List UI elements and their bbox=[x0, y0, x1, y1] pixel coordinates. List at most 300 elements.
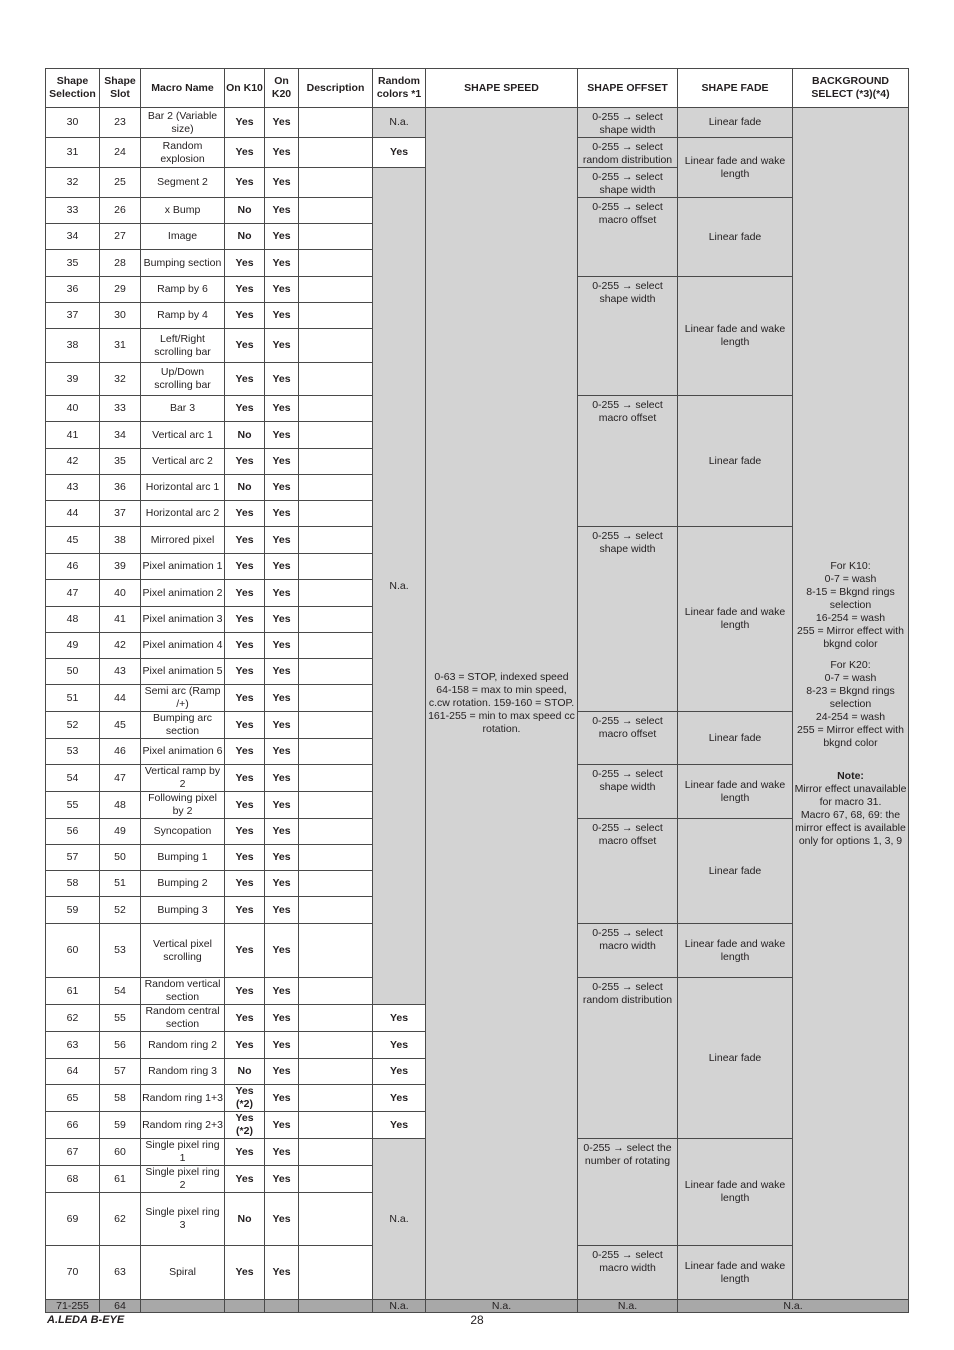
k20-line: 24-254 = wash bbox=[815, 710, 886, 723]
on-k20-cell: Yes bbox=[265, 765, 299, 792]
on-k20-cell: Yes bbox=[265, 250, 299, 277]
on-k20-cell: Yes bbox=[265, 396, 299, 422]
on-k10-cell: Yes bbox=[225, 765, 265, 792]
description-cell bbox=[299, 792, 373, 819]
shape-selection-cell: 54 bbox=[46, 765, 100, 792]
description-cell bbox=[299, 422, 373, 449]
shape-slot-cell: 55 bbox=[100, 1005, 141, 1032]
macro-name-cell: Following pixel by 2 bbox=[141, 792, 225, 819]
on-k10-cell: Yes bbox=[225, 1032, 265, 1059]
header-shape-offset: SHAPE OFFSET bbox=[578, 69, 678, 108]
description-cell bbox=[299, 924, 373, 978]
shape-slot-cell: 46 bbox=[100, 739, 141, 765]
table-header-row bbox=[46, 69, 909, 108]
description-cell bbox=[299, 978, 373, 1005]
description-cell bbox=[299, 449, 373, 475]
shape-slot-cell: 45 bbox=[100, 712, 141, 739]
macro-name-cell: x Bump bbox=[141, 198, 225, 224]
macro-name-cell: Ramp by 4 bbox=[141, 303, 225, 329]
description-cell bbox=[299, 396, 373, 422]
on-k10-cell: Yes bbox=[225, 871, 265, 897]
shape-slot-cell: 26 bbox=[100, 198, 141, 224]
note-line: Mirror effect unavailable for macro 31. bbox=[794, 782, 907, 808]
on-k10-cell: Yes bbox=[225, 819, 265, 845]
on-k20-cell: Yes bbox=[265, 712, 299, 739]
on-k20-cell: Yes bbox=[265, 871, 299, 897]
on-k10-cell: Yes bbox=[225, 329, 265, 363]
on-k10-cell: Yes bbox=[225, 396, 265, 422]
on-k20-cell: Yes bbox=[265, 475, 299, 501]
on-k10-cell: Yes bbox=[225, 168, 265, 198]
shape-slot-cell: 62 bbox=[100, 1193, 141, 1246]
shape-slot-cell: 43 bbox=[100, 659, 141, 685]
on-k10-cell: Yes bbox=[225, 1246, 265, 1300]
description-cell bbox=[299, 712, 373, 739]
description-cell bbox=[299, 685, 373, 712]
shape-selection-cell: 44 bbox=[46, 501, 100, 527]
shape-selection-cell: 71-255 bbox=[46, 1300, 100, 1313]
on-k10-cell: No bbox=[225, 422, 265, 449]
random-colors-cell: Yes bbox=[373, 1085, 426, 1112]
macro-name-cell: Up/Down scrolling bar bbox=[141, 363, 225, 396]
macro-name-cell: Pixel animation 4 bbox=[141, 633, 225, 659]
shape-slot-cell: 35 bbox=[100, 449, 141, 475]
shape-fade-cell: Linear fade bbox=[678, 978, 793, 1139]
shape-selection-cell: 47 bbox=[46, 580, 100, 607]
on-k20-cell: Yes bbox=[265, 1112, 299, 1139]
description-cell bbox=[299, 277, 373, 303]
shape-selection-cell: 64 bbox=[46, 1059, 100, 1085]
header-shape-fade: SHAPE FADE bbox=[678, 69, 793, 108]
macro-name-cell: Segment 2 bbox=[141, 168, 225, 198]
fade-background-cell: N.a. bbox=[678, 1300, 909, 1313]
on-k10-cell: Yes bbox=[225, 712, 265, 739]
empty-cell bbox=[265, 1300, 299, 1313]
shape-selection-cell: 66 bbox=[46, 1112, 100, 1139]
shape-selection-cell: 55 bbox=[46, 792, 100, 819]
shape-selection-cell: 38 bbox=[46, 329, 100, 363]
shape-slot-cell: 42 bbox=[100, 633, 141, 659]
header-description: Description bbox=[299, 69, 373, 108]
header-shape-speed: SHAPE SPEED bbox=[426, 69, 578, 108]
on-k10-cell: Yes bbox=[225, 363, 265, 396]
shape-slot-cell: 56 bbox=[100, 1032, 141, 1059]
on-k20-cell: Yes bbox=[265, 329, 299, 363]
shape-slot-cell: 48 bbox=[100, 792, 141, 819]
on-k20-cell: Yes bbox=[265, 819, 299, 845]
description-cell bbox=[299, 1032, 373, 1059]
on-k10-cell: No bbox=[225, 1059, 265, 1085]
on-k20-cell: Yes bbox=[265, 422, 299, 449]
shape-fade-cell: Linear fade and wake length bbox=[678, 924, 793, 978]
on-k10-cell: No bbox=[225, 1193, 265, 1246]
shape-fade-cell: Linear fade bbox=[678, 108, 793, 138]
shape-offset-cell: 0-255 → select shape width bbox=[578, 527, 678, 712]
on-k20-cell: Yes bbox=[265, 501, 299, 527]
description-cell bbox=[299, 250, 373, 277]
shape-fade-cell: Linear fade and wake length bbox=[678, 1246, 793, 1300]
on-k10-cell: Yes bbox=[225, 607, 265, 633]
shape-selection-cell: 32 bbox=[46, 168, 100, 198]
shape-offset-cell: 0-255 → select macro width bbox=[578, 1246, 678, 1300]
shape-offset-cell: 0-255 → select macro offset bbox=[578, 819, 678, 924]
macro-name-cell: Bumping 3 bbox=[141, 897, 225, 924]
shape-selection-cell: 40 bbox=[46, 396, 100, 422]
on-k10-cell: No bbox=[225, 475, 265, 501]
shape-fade-cell: Linear fade and wake length bbox=[678, 1139, 793, 1246]
shape-slot-cell: 54 bbox=[100, 978, 141, 1005]
description-cell bbox=[299, 527, 373, 554]
description-cell bbox=[299, 739, 373, 765]
table-body bbox=[46, 108, 909, 1313]
spacer bbox=[794, 651, 907, 659]
shape-slot-cell: 50 bbox=[100, 845, 141, 871]
shape-offset-cell: 0-255 → select macro width bbox=[578, 924, 678, 978]
random-colors-cell: N.a. bbox=[373, 108, 426, 138]
header-macro-name: Macro Name bbox=[141, 69, 225, 108]
shape-offset-cell: 0-255 → select random distribution bbox=[578, 978, 678, 1139]
on-k10-cell: Yes bbox=[225, 1166, 265, 1193]
on-k10-cell: Yes bbox=[225, 501, 265, 527]
macro-name-cell: Bar 3 bbox=[141, 396, 225, 422]
macro-name-cell: Bumping section bbox=[141, 250, 225, 277]
shape-slot-cell: 52 bbox=[100, 897, 141, 924]
k10-title: For K10: bbox=[830, 559, 871, 572]
shape-slot-cell: 23 bbox=[100, 108, 141, 138]
random-colors-cell: N.a. bbox=[373, 1139, 426, 1300]
on-k20-cell: Yes bbox=[265, 607, 299, 633]
k10-line: 255 = Mirror effect with bkgnd color bbox=[797, 624, 904, 650]
description-cell bbox=[299, 303, 373, 329]
description-cell bbox=[299, 819, 373, 845]
on-k20-cell: Yes bbox=[265, 1139, 299, 1166]
on-k10-cell: Yes bbox=[225, 449, 265, 475]
shape-selection-cell: 60 bbox=[46, 924, 100, 978]
shape-slot-cell: 59 bbox=[100, 1112, 141, 1139]
macro-name-cell: Image bbox=[141, 224, 225, 250]
macro-name-cell: Bar 2 (Variable size) bbox=[141, 108, 225, 138]
shape-slot-cell: 36 bbox=[100, 475, 141, 501]
shape-slot-cell: 57 bbox=[100, 1059, 141, 1085]
shape-selection-cell: 48 bbox=[46, 607, 100, 633]
on-k20-cell: Yes bbox=[265, 1193, 299, 1246]
shape-selection-cell: 67 bbox=[46, 1139, 100, 1166]
random-colors-cell: N.a. bbox=[373, 168, 426, 1005]
macro-name-cell: Random ring 3 bbox=[141, 1059, 225, 1085]
shape-offset-cell: 0-255 → select shape width bbox=[578, 765, 678, 819]
description-cell bbox=[299, 1246, 373, 1300]
on-k20-cell: Yes bbox=[265, 685, 299, 712]
shape-selection-cell: 50 bbox=[46, 659, 100, 685]
spacer bbox=[794, 750, 907, 770]
shape-fade-cell: Linear fade bbox=[678, 712, 793, 765]
description-cell bbox=[299, 168, 373, 198]
macro-name-cell: Vertical ramp by 2 bbox=[141, 765, 225, 792]
shape-fade-cell: Linear fade bbox=[678, 198, 793, 277]
shape-slot-cell: 61 bbox=[100, 1166, 141, 1193]
k20-line: 255 = Mirror effect with bkgnd color bbox=[797, 723, 904, 749]
k20-title: For K20: bbox=[830, 658, 871, 671]
on-k10-cell: Yes (*2) bbox=[225, 1112, 265, 1139]
on-k10-cell: Yes (*2) bbox=[225, 1085, 265, 1112]
random-colors-cell: Yes bbox=[373, 1005, 426, 1032]
on-k20-cell: Yes bbox=[265, 1005, 299, 1032]
macro-name-cell: Semi arc (Ramp /+) bbox=[141, 685, 225, 712]
shape-slot-cell: 39 bbox=[100, 554, 141, 580]
description-cell bbox=[299, 1112, 373, 1139]
on-k10-cell: Yes bbox=[225, 138, 265, 168]
shape-selection-cell: 41 bbox=[46, 422, 100, 449]
on-k20-cell: Yes bbox=[265, 303, 299, 329]
macro-name-cell: Vertical arc 1 bbox=[141, 422, 225, 449]
on-k20-cell: Yes bbox=[265, 108, 299, 138]
macro-name-cell: Bumping 2 bbox=[141, 871, 225, 897]
macro-name-cell: Syncopation bbox=[141, 819, 225, 845]
macro-name-cell: Horizontal arc 2 bbox=[141, 501, 225, 527]
note-title: Note: bbox=[837, 769, 864, 782]
header-random-colors: Random colors *1 bbox=[373, 69, 426, 108]
macro-name-cell: Single pixel ring 3 bbox=[141, 1193, 225, 1246]
on-k10-cell: Yes bbox=[225, 580, 265, 607]
on-k20-cell: Yes bbox=[265, 580, 299, 607]
on-k10-cell: Yes bbox=[225, 527, 265, 554]
shape-selection-cell: 58 bbox=[46, 871, 100, 897]
description-cell bbox=[299, 897, 373, 924]
shape-selection-cell: 39 bbox=[46, 363, 100, 396]
description-cell bbox=[299, 1166, 373, 1193]
shape-selection-cell: 62 bbox=[46, 1005, 100, 1032]
table-row bbox=[46, 108, 909, 138]
on-k20-cell: Yes bbox=[265, 924, 299, 978]
shape-offset-cell: 0-255 → select macro offset bbox=[578, 396, 678, 527]
shape-selection-cell: 68 bbox=[46, 1166, 100, 1193]
on-k20-cell: Yes bbox=[265, 792, 299, 819]
on-k10-cell: Yes bbox=[225, 303, 265, 329]
on-k20-cell: Yes bbox=[265, 168, 299, 198]
macro-name-cell: Pixel animation 5 bbox=[141, 659, 225, 685]
shape-offset-cell: 0-255 → select shape width bbox=[578, 277, 678, 396]
on-k10-cell: Yes bbox=[225, 1005, 265, 1032]
on-k10-cell: Yes bbox=[225, 554, 265, 580]
shape-slot-cell: 27 bbox=[100, 224, 141, 250]
shape-offset-cell: N.a. bbox=[578, 1300, 678, 1313]
shape-slot-cell: 60 bbox=[100, 1139, 141, 1166]
shape-slot-cell: 30 bbox=[100, 303, 141, 329]
k10-line: 8-15 = Bkgnd rings selection bbox=[806, 585, 895, 611]
description-cell bbox=[299, 1085, 373, 1112]
random-colors-cell: Yes bbox=[373, 1059, 426, 1085]
shape-slot-cell: 41 bbox=[100, 607, 141, 633]
shape-fade-cell: Linear fade and wake length bbox=[678, 277, 793, 396]
shape-selection-cell: 51 bbox=[46, 685, 100, 712]
shape-offset-cell: 0-255 → select random distribution bbox=[578, 138, 678, 168]
macro-name-cell: Vertical arc 2 bbox=[141, 449, 225, 475]
on-k10-cell: Yes bbox=[225, 108, 265, 138]
on-k20-cell: Yes bbox=[265, 554, 299, 580]
on-k20-cell: Yes bbox=[265, 527, 299, 554]
shape-offset-cell: 0-255 → select shape width bbox=[578, 108, 678, 138]
shape-offset-cell: 0-255 → select macro offset bbox=[578, 198, 678, 277]
shape-selection-cell: 43 bbox=[46, 475, 100, 501]
description-cell bbox=[299, 554, 373, 580]
description-cell bbox=[299, 475, 373, 501]
shape-fade-cell: Linear fade bbox=[678, 819, 793, 924]
shape-selection-cell: 56 bbox=[46, 819, 100, 845]
shape-selection-cell: 31 bbox=[46, 138, 100, 168]
on-k10-cell: Yes bbox=[225, 845, 265, 871]
shape-slot-cell: 44 bbox=[100, 685, 141, 712]
shape-offset-cell: 0-255 → select the number of rotating bbox=[578, 1139, 678, 1246]
shape-selection-cell: 65 bbox=[46, 1085, 100, 1112]
random-colors-cell: N.a. bbox=[373, 1300, 426, 1313]
description-cell bbox=[299, 1139, 373, 1166]
on-k20-cell: Yes bbox=[265, 1059, 299, 1085]
shape-selection-cell: 69 bbox=[46, 1193, 100, 1246]
shape-selection-cell: 70 bbox=[46, 1246, 100, 1300]
on-k20-cell: Yes bbox=[265, 198, 299, 224]
shape-slot-cell: 25 bbox=[100, 168, 141, 198]
on-k10-cell: No bbox=[225, 198, 265, 224]
macro-name-cell: Pixel animation 2 bbox=[141, 580, 225, 607]
macro-name-cell: Horizontal arc 1 bbox=[141, 475, 225, 501]
background-select-cell bbox=[793, 108, 909, 1300]
description-cell bbox=[299, 1193, 373, 1246]
note-line: Macro 67, 68, 69: the mirror effect is available only for options 1, 3, 9 bbox=[795, 808, 906, 847]
shape-speed-cell: N.a. bbox=[426, 1300, 578, 1313]
macro-name-cell: Random vertical section bbox=[141, 978, 225, 1005]
shape-slot-cell: 58 bbox=[100, 1085, 141, 1112]
description-cell bbox=[299, 580, 373, 607]
shape-fade-cell: Linear fade and wake length bbox=[678, 527, 793, 712]
footer-brand: A.LEDA B-EYE bbox=[47, 1314, 125, 1326]
shape-slot-cell: 47 bbox=[100, 765, 141, 792]
description-cell bbox=[299, 501, 373, 527]
empty-cell bbox=[141, 1300, 225, 1313]
macro-name-cell: Single pixel ring 2 bbox=[141, 1166, 225, 1193]
k20-line: 0-7 = wash bbox=[824, 671, 877, 684]
on-k20-cell: Yes bbox=[265, 138, 299, 168]
on-k20-cell: Yes bbox=[265, 739, 299, 765]
macro-name-cell: Vertical pixel scrolling bbox=[141, 924, 225, 978]
shape-selection-cell: 57 bbox=[46, 845, 100, 871]
macro-name-cell: Random ring 1+3 bbox=[141, 1085, 225, 1112]
description-cell bbox=[299, 363, 373, 396]
on-k10-cell: Yes bbox=[225, 633, 265, 659]
on-k20-cell: Yes bbox=[265, 633, 299, 659]
on-k10-cell: Yes bbox=[225, 739, 265, 765]
random-colors-cell: Yes bbox=[373, 138, 426, 168]
shape-slot-cell: 32 bbox=[100, 363, 141, 396]
shape-selection-cell: 45 bbox=[46, 527, 100, 554]
shape-slot-cell: 37 bbox=[100, 501, 141, 527]
shape-fade-cell: Linear fade and wake length bbox=[678, 765, 793, 819]
shape-slot-cell: 28 bbox=[100, 250, 141, 277]
table-row-last bbox=[46, 1300, 909, 1313]
macro-name-cell: Random central section bbox=[141, 1005, 225, 1032]
macro-name-cell: Bumping 1 bbox=[141, 845, 225, 871]
shape-slot-cell: 38 bbox=[100, 527, 141, 554]
shape-selection-cell: 53 bbox=[46, 739, 100, 765]
on-k20-cell: Yes bbox=[265, 845, 299, 871]
shape-slot-cell: 64 bbox=[100, 1300, 141, 1313]
on-k20-cell: Yes bbox=[265, 978, 299, 1005]
on-k10-cell: Yes bbox=[225, 1139, 265, 1166]
shape-fade-cell: Linear fade and wake length bbox=[678, 138, 793, 198]
on-k10-cell: Yes bbox=[225, 250, 265, 277]
shape-selection-cell: 52 bbox=[46, 712, 100, 739]
k10-line: 0-7 = wash bbox=[824, 572, 877, 585]
header-background-select: BACKGROUND SELECT (*3)(*4) bbox=[793, 69, 909, 108]
shape-selection-cell: 59 bbox=[46, 897, 100, 924]
random-colors-cell: Yes bbox=[373, 1032, 426, 1059]
description-cell bbox=[299, 138, 373, 168]
on-k20-cell: Yes bbox=[265, 363, 299, 396]
macro-table bbox=[45, 68, 909, 1313]
on-k10-cell: Yes bbox=[225, 978, 265, 1005]
page-number: 28 bbox=[470, 1313, 484, 1327]
on-k20-cell: Yes bbox=[265, 1085, 299, 1112]
shape-slot-cell: 31 bbox=[100, 329, 141, 363]
macro-name-cell: Pixel animation 1 bbox=[141, 554, 225, 580]
shape-selection-cell: 33 bbox=[46, 198, 100, 224]
header-on-k10: On K10 bbox=[225, 69, 265, 108]
macro-name-cell: Random explosion bbox=[141, 138, 225, 168]
shape-slot-cell: 49 bbox=[100, 819, 141, 845]
description-cell bbox=[299, 845, 373, 871]
on-k20-cell: Yes bbox=[265, 897, 299, 924]
macro-name-cell: Random ring 2 bbox=[141, 1032, 225, 1059]
macro-name-cell: Spiral bbox=[141, 1246, 225, 1300]
header-on-k20: On K20 bbox=[265, 69, 299, 108]
shape-slot-cell: 40 bbox=[100, 580, 141, 607]
shape-offset-cell: 0-255 → select macro offset bbox=[578, 712, 678, 765]
macro-name-cell: Single pixel ring 1 bbox=[141, 1139, 225, 1166]
shape-selection-cell: 37 bbox=[46, 303, 100, 329]
shape-slot-cell: 63 bbox=[100, 1246, 141, 1300]
on-k10-cell: No bbox=[225, 224, 265, 250]
shape-slot-cell: 24 bbox=[100, 138, 141, 168]
description-cell bbox=[299, 765, 373, 792]
shape-selection-cell: 42 bbox=[46, 449, 100, 475]
macro-name-cell: Mirrored pixel bbox=[141, 527, 225, 554]
on-k20-cell: Yes bbox=[265, 659, 299, 685]
on-k10-cell: Yes bbox=[225, 277, 265, 303]
shape-slot-cell: 51 bbox=[100, 871, 141, 897]
shape-fade-cell: Linear fade bbox=[678, 396, 793, 527]
description-cell bbox=[299, 224, 373, 250]
on-k20-cell: Yes bbox=[265, 1166, 299, 1193]
description-cell bbox=[299, 607, 373, 633]
shape-selection-cell: 30 bbox=[46, 108, 100, 138]
random-colors-cell: Yes bbox=[373, 1112, 426, 1139]
shape-selection-cell: 46 bbox=[46, 554, 100, 580]
description-cell bbox=[299, 329, 373, 363]
on-k10-cell: Yes bbox=[225, 924, 265, 978]
shape-selection-cell: 63 bbox=[46, 1032, 100, 1059]
shape-selection-cell: 49 bbox=[46, 633, 100, 659]
k10-line: 16-254 = wash bbox=[815, 611, 886, 624]
shape-selection-cell: 36 bbox=[46, 277, 100, 303]
description-cell bbox=[299, 108, 373, 138]
empty-cell bbox=[299, 1300, 373, 1313]
shape-slot-cell: 29 bbox=[100, 277, 141, 303]
shape-selection-cell: 35 bbox=[46, 250, 100, 277]
on-k20-cell: Yes bbox=[265, 224, 299, 250]
on-k20-cell: Yes bbox=[265, 277, 299, 303]
on-k10-cell: Yes bbox=[225, 659, 265, 685]
macro-name-cell: Bumping arc section bbox=[141, 712, 225, 739]
shape-slot-cell: 34 bbox=[100, 422, 141, 449]
